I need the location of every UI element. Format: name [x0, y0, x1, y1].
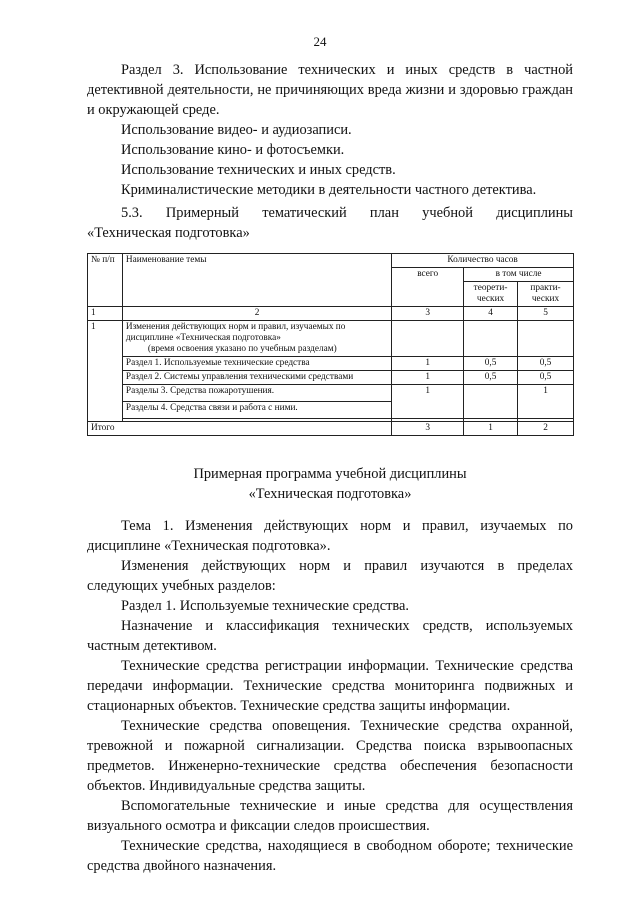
program-paragraph: Назначение и классификация технических средств, используемых частным детективом.	[87, 618, 573, 654]
page-number: 24	[313, 34, 327, 49]
total-theory: 1	[464, 422, 518, 436]
table-row-total: 1	[392, 385, 464, 419]
topic-number: 1	[88, 321, 123, 422]
table-row-name: Разделы 4. Средства связи и работа с ними.	[122, 402, 391, 419]
colnum-cell: 5	[518, 307, 574, 321]
table-row-name: Разделы 3. Средства пожаротушения.	[122, 385, 391, 402]
program-title-line2: «Техническая подготовка»	[248, 486, 412, 502]
intro-item: Использование кино- и фотосъемки.	[121, 142, 345, 158]
table-row-theory: 0,5	[464, 357, 518, 371]
program-paragraph: Технические средства оповещения. Технические средства охранной, тревожной и пожарной сигнализации. Средства поиска взрывоопасных предметов. Инженерно-технические средства обеспечения безопасности объектов. Индивидуальные средства защиты.	[87, 718, 573, 794]
program-body	[87, 516, 573, 876]
program-paragraph: Раздел 1. Используемые технические средства.	[121, 598, 409, 614]
plan-heading-word: учебной	[422, 205, 473, 221]
header-num: № п/п	[88, 254, 123, 307]
colnum-cell: 2	[122, 307, 391, 321]
intro-item: Криминалистические методики в деятельности частного детектива.	[121, 182, 537, 198]
header-total: всего	[392, 268, 464, 307]
header-practice: практи-ческих	[518, 282, 574, 307]
header-including: в том числе	[464, 268, 574, 282]
program-title-line1: Примерная программа учебной дисциплины	[193, 466, 467, 482]
header-hours: Количество часов	[392, 254, 574, 268]
colnum-cell: 1	[88, 307, 123, 321]
table-row-name: Раздел 1. Используемые технические средства	[122, 357, 391, 371]
plan-heading-word: 5.3.	[121, 205, 143, 221]
plan-heading-word: Примерный	[165, 205, 239, 221]
table-row-total: 1	[392, 371, 464, 385]
total-sum: 3	[392, 422, 464, 436]
plan-heading-word: план	[369, 205, 399, 221]
plan-heading-word: дисциплины	[496, 205, 573, 221]
program-paragraph: Тема 1. Изменения действующих норм и правил, изучаемых по дисциплине «Техническая подготовка».	[87, 518, 573, 554]
colnum-cell: 4	[464, 307, 518, 321]
plan-heading-word: тематический	[262, 205, 347, 221]
program-paragraph: Вспомогательные технические и иные средства для осуществления визуального осмотра и фиксации следов происшествия.	[87, 798, 573, 834]
total-practice: 2	[518, 422, 574, 436]
topic-title-cell	[122, 321, 391, 357]
plan-heading-line2: «Техническая подготовка»	[87, 225, 250, 241]
intro-block	[87, 60, 573, 200]
table-row-practice: 1	[518, 385, 574, 419]
program-paragraph: Изменения действующих норм и правил изучаются в пределах следующих учебных разделов:	[87, 558, 573, 594]
topic-title: Изменения действующих норм и правил, изучаемых по дисциплине «Техническая подготовка»	[125, 322, 346, 343]
table-row-practice: 0,5	[518, 357, 574, 371]
table-row-name: Раздел 2. Системы управления техническими средствами	[122, 371, 391, 385]
table-row-theory: 0,5	[464, 371, 518, 385]
table-row-total: 1	[392, 357, 464, 371]
section3-paragraph: Раздел 3. Использование технических и иных средств в частной детективной деятельности, не причиняющих вреда жизни и здоровью граждан и окружающей среде.	[87, 62, 573, 118]
program-title	[87, 464, 573, 504]
header-theory: теорети-ческих	[464, 282, 518, 307]
plan-heading	[87, 203, 573, 243]
table-row-theory	[464, 385, 518, 419]
intro-item: Использование видео- и аудиозаписи.	[121, 122, 352, 138]
total-label: Итого	[88, 422, 392, 436]
intro-item: Использование технических и иных средств.	[121, 162, 396, 178]
program-paragraph: Технические средства регистрации информации. Технические средства передачи информации. Технические средства мониторинга подвижных и стационарных объектов. Технические средства защиты информации.	[87, 658, 573, 714]
program-paragraph: Технические средства, находящиеся в свободном обороте; технические средства двойного назначения.	[87, 838, 573, 874]
header-topic: Наименование темы	[122, 254, 391, 307]
colnum-cell: 3	[392, 307, 464, 321]
topic-note: (время освоения указано по учебным разделам)	[147, 344, 337, 354]
thematic-plan-table	[87, 253, 574, 436]
table-row-practice: 0,5	[518, 371, 574, 385]
